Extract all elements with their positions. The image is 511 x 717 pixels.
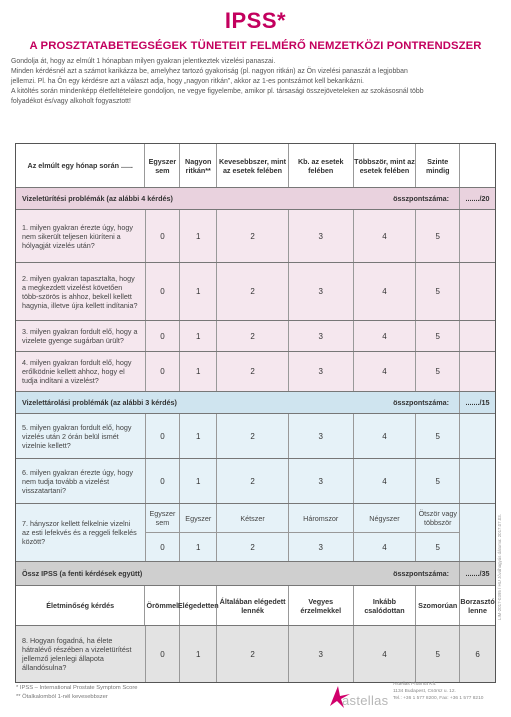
score-option[interactable]: 1 [180, 352, 217, 391]
company-address [393, 681, 483, 702]
section-score-field[interactable]: ......./15 [465, 398, 490, 407]
address-line: Tel.: +36 1 577 8200, Fax: +36 1 577 8210 [393, 696, 484, 701]
section-voiding [16, 188, 495, 210]
score-option[interactable]: 1 [180, 626, 217, 682]
score-option[interactable]: 5 [416, 210, 460, 262]
instruction-line: Gondolja át, hogy az elmúlt 1 hónapban milyen gyakran jelentkeztek vizelési panaszai. [11, 58, 276, 65]
qol-header-row [16, 586, 495, 626]
score-option[interactable]: 3 [289, 459, 354, 503]
score-option[interactable]: 0 [160, 542, 165, 552]
score-option[interactable]: 5 [416, 352, 460, 391]
company-logo-text: astellas [342, 693, 389, 708]
option-label: Kétszer [217, 504, 288, 533]
score-option[interactable]: 2 [217, 210, 289, 262]
section-total [16, 562, 495, 586]
footnote: ** Ötalkalomból 1-nél kevesebbszer [16, 694, 108, 700]
score-option[interactable]: 6 [475, 649, 480, 659]
option-label: Négyszer [354, 504, 416, 533]
score-option[interactable]: 3 [289, 352, 354, 391]
score-option[interactable]: 0 [146, 321, 181, 351]
table-header-row [16, 144, 495, 188]
instruction-line: A kitöltés során mindenképp életfeltételeire gondoljon, ne vegye figyelembe, amikor pl. társasági összejöveteleken az szokásosnál több [11, 88, 424, 95]
question-text: 1. milyen gyakran érezte úgy, hogy nem sikerült teljesen kiüríteni a hólyagját vizelés után? [16, 210, 146, 262]
score-option[interactable]: 3 [289, 263, 354, 320]
option-label: Egyszer [180, 504, 216, 533]
document-code: LIM-2017-0395 / HU Jóváhagyás dátuma: 2017.07.03. [497, 514, 502, 620]
question-text: 5. milyen gyakran fordult elő, hogy vizelés után 2 órán belül ismét vizelnie kellett? [16, 414, 146, 458]
address-line: 1134 Budapest, Csörsz u. 12. [393, 689, 456, 694]
question-row [16, 626, 495, 682]
header-option: Elégedetten [180, 586, 217, 625]
score-option[interactable]: 3 [289, 626, 354, 682]
header-option: Egyszer sem [145, 144, 180, 187]
instruction-line: Minden kérdésnél azt a számot karikázza be, amelyhez tartozó gyakoriság (pl. nagyon ritkán) az Ön vizelési panaszát a legjobban [11, 68, 408, 75]
score-option[interactable]: 0 [146, 352, 181, 391]
question-text: 2. milyen gyakran tapasztalta, hogy a megkezdett vizelést követően több-szörös is ahhoz, bekell kellett hagynia, illetve újra kellett indítania? [16, 263, 146, 320]
header-option: Általában elégedett lennék [217, 586, 289, 625]
header-option: Szinte mindig [416, 144, 460, 187]
section-score-label: összpontszáma: [393, 398, 449, 407]
score-option[interactable]: 4 [354, 459, 417, 503]
score-option[interactable]: 0 [146, 626, 181, 682]
score-option[interactable]: 0 [146, 459, 181, 503]
question-row [16, 352, 495, 392]
header-option: Borzasztó lenne [460, 596, 495, 615]
section-storage [16, 392, 495, 414]
score-option[interactable]: 2 [217, 352, 289, 391]
score-option[interactable]: 4 [354, 321, 417, 351]
address-line: Astellas Pharma Kft. [393, 682, 437, 687]
score-option[interactable]: 0 [146, 263, 181, 320]
question-row [16, 459, 495, 504]
header-option: Örömmel [145, 586, 180, 625]
header-option: Inkább csalódottan [354, 586, 417, 625]
instructions [11, 57, 501, 107]
option-label: Háromszor [289, 504, 353, 533]
question-row [16, 414, 495, 459]
score-option[interactable]: 2 [217, 321, 289, 351]
question-text: 4. milyen gyakran fordult elő, hogy erőlködnie kellett ahhoz, hogy el tudja indítani a vizelést? [16, 352, 146, 391]
section-title: Vizeletürítési problémák (az alábbi 4 kérdés) [22, 194, 173, 203]
question-row [16, 210, 495, 263]
score-option[interactable]: 4 [354, 626, 417, 682]
score-option[interactable]: 5 [435, 542, 440, 552]
score-option[interactable]: 5 [416, 263, 460, 320]
score-option[interactable]: 5 [416, 414, 460, 458]
header-option: Kevesebbszer, mint az esetek felében [217, 144, 289, 187]
score-option[interactable]: 3 [289, 321, 354, 351]
score-option[interactable]: 1 [180, 210, 217, 262]
page-title: IPSS* [224, 8, 287, 33]
section-title: Össz IPSS (a fenti kérdések együtt) [22, 569, 143, 578]
score-option[interactable]: 1 [196, 542, 201, 552]
header-question: Életminőség kérdés [16, 586, 145, 625]
score-option[interactable]: 4 [354, 210, 417, 262]
score-option[interactable]: 3 [289, 210, 354, 262]
score-option[interactable]: 4 [354, 352, 417, 391]
question-text: 7. hányszor kellett felkelnie vizelni az esti lefekvés és a reggeli felkelés között? [16, 504, 146, 561]
header-option: Többször, mint az esetek felében [354, 144, 417, 187]
score-option[interactable]: 3 [318, 542, 323, 552]
ipss-table [15, 143, 496, 683]
header-option: Kb. az esetek felében [289, 144, 354, 187]
score-option[interactable]: 5 [416, 321, 460, 351]
question-row [16, 321, 495, 352]
score-option[interactable]: 2 [217, 414, 289, 458]
question-row [16, 263, 495, 321]
score-option[interactable]: 0 [146, 414, 181, 458]
score-option[interactable]: 4 [382, 542, 387, 552]
section-score-field[interactable]: ......./35 [465, 569, 490, 578]
question-text: 6. milyen gyakran érezte úgy, hogy nem tudja tovább a vizelést visszatartani? [16, 459, 146, 503]
header-option: Szomorúan [416, 586, 460, 625]
score-option[interactable]: 2 [250, 542, 255, 552]
score-option[interactable]: 2 [217, 459, 289, 503]
header-question: Az elmúlt egy hónap során ...... [16, 144, 145, 187]
score-option[interactable]: 1 [180, 414, 217, 458]
question-text: 8. Hogyan fogadná, ha élete hátralévő részében a vizeletürítést jellemző jelenlegi állapota állandósulna? [16, 626, 146, 682]
score-option[interactable]: 5 [416, 459, 460, 503]
page-subtitle: A PROSZTATABETEGSÉGEK TÜNETEIT FELMÉRŐ NEMZETKÖZI PONTRENDSZER [29, 40, 482, 52]
section-score-label: összpontszáma: [393, 194, 449, 203]
score-option[interactable]: 4 [354, 263, 417, 320]
score-option[interactable]: 5 [416, 626, 460, 682]
option-label: Egyszer sem [146, 504, 180, 533]
score-option[interactable]: 4 [354, 414, 417, 458]
header-option: Vegyes érzelmekkel [289, 586, 354, 625]
section-title: Vizelettárolási problémák (az alábbi 3 kérdés) [22, 398, 177, 407]
score-option[interactable]: 2 [217, 626, 289, 682]
score-option[interactable]: 3 [289, 414, 354, 458]
footnote: * IPSS – International Prostate Symptom Score [16, 685, 138, 691]
instruction-line: folyadékot és/vagy alkoholt fogyasztott! [11, 98, 131, 105]
score-option[interactable]: 1 [180, 459, 217, 503]
score-option[interactable]: 0 [146, 210, 181, 262]
section-score-field[interactable]: ......./20 [465, 194, 490, 203]
score-option[interactable]: 1 [180, 321, 217, 351]
instruction-line: jellemzi. Pl. ha Ön egy kérdésre azt a választ adja, hogy „nagyon ritkán", akkor az 1-es pontszámot kell bekarikázni. [11, 78, 364, 85]
question-row [16, 504, 495, 562]
section-score-label: összpontszáma: [393, 569, 449, 578]
option-label: Ötször vagy többször [416, 504, 459, 533]
score-option[interactable]: 2 [217, 263, 289, 320]
header-option: Nagyon ritkán** [180, 144, 217, 187]
question-text: 3. milyen gyakran fordult elő, hogy a vizelete gyenge sugárban ürült? [16, 321, 146, 351]
score-option[interactable]: 1 [180, 263, 217, 320]
